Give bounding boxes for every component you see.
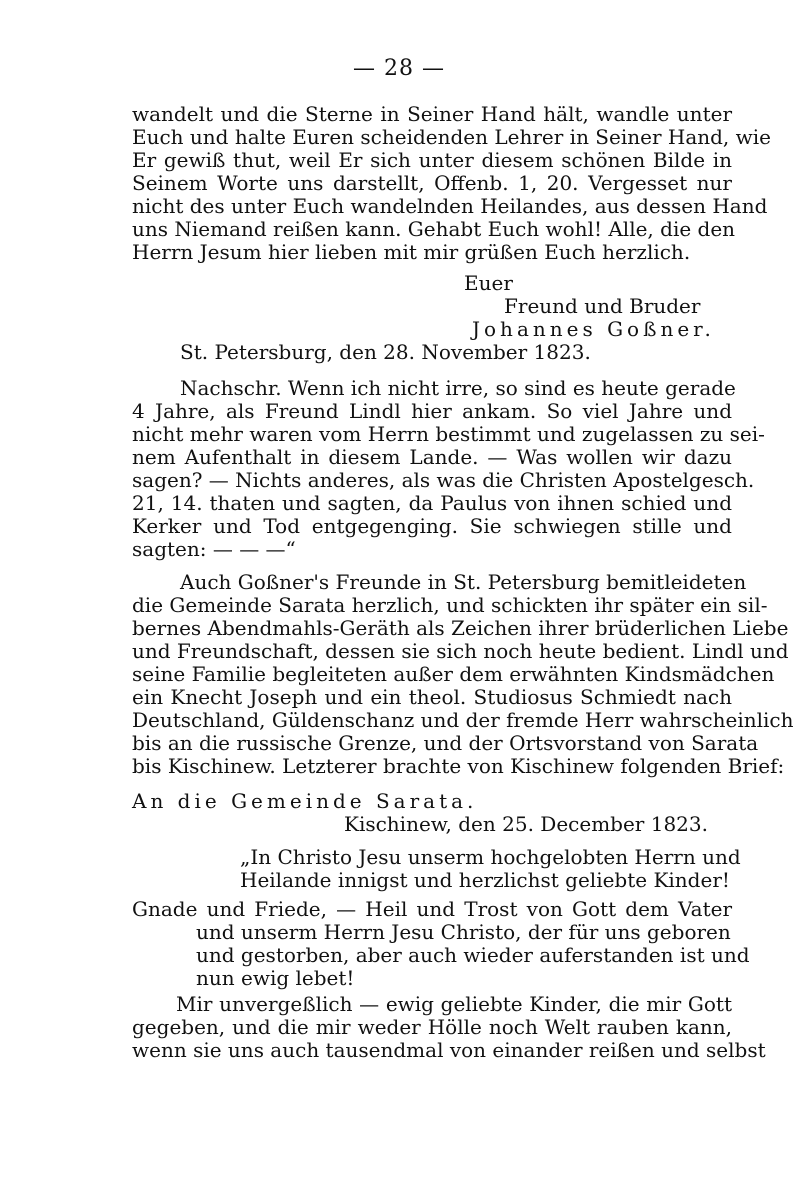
letter-place-date: Kischinew, den 25. December 1823. <box>344 812 708 836</box>
text-line: gegeben, und die mir weder Hölle noch Welt rauben kann, <box>132 1015 732 1039</box>
text-line: wenn sie uns auch tausendmal von einander reißen und selbst <box>132 1038 766 1062</box>
narrative-block <box>132 570 794 778</box>
text-line: ein Knecht Joseph und ein theol. Studiosus Schmiedt nach <box>132 685 732 709</box>
text-line: die Gemeinde Sarata herzlich, und schickten ihr später ein sil- <box>132 593 768 617</box>
text-line: Heilande innigst und herzlichst geliebte Kinder! <box>240 868 730 892</box>
text-line: „In Christo Jesu unserm hochgelobten Herrn und <box>240 845 741 869</box>
text-line: bis Kischinew. Letzterer brachte von Kischinew folgenden Brief: <box>132 754 785 778</box>
text-line: nicht mehr waren vom Herrn bestimmt und zugelassen zu sei- <box>132 422 765 446</box>
text-line: uns Niemand reißen kann. Gehabt Euch wohl! Alle, die den <box>132 217 736 241</box>
text-line: nem Aufenthalt in diesem Lande. — Was wollen wir dazu <box>132 445 732 469</box>
text-line: bernes Abendmahls-Geräth als Zeichen ihrer brüderlichen Liebe <box>132 616 789 640</box>
letter-blessing-cont <box>196 920 750 990</box>
letter-closing-paragraph <box>132 992 766 1062</box>
text-line: Seinem Worte uns darstellt, Offenb. 1, 20. Vergesset nur <box>132 171 732 195</box>
place-date: St. Petersburg, den 28. November 1823. <box>180 340 591 364</box>
letter-blessing <box>132 898 732 921</box>
letter-heading <box>132 790 732 836</box>
text-line: und unserm Herrn Jesu Christo, der für uns geboren <box>196 920 731 944</box>
closing-euer: Euer <box>464 271 513 295</box>
text-line: sagten: — — —“ <box>132 537 296 561</box>
text-line: und gestorben, aber auch wieder auferstanden ist und <box>196 943 750 967</box>
text-line: 21, 14. thaten und sagten, da Paulus von ihnen schied und <box>132 491 732 515</box>
text-line: und Freundschaft, dessen sie sich noch heute bedient. Lindl und <box>132 639 789 663</box>
letter-greeting <box>240 845 741 892</box>
text-line: Mir unvergeßlich — ewig geliebte Kinder, die mir Gott <box>176 992 732 1016</box>
letter-ending-block <box>132 102 771 264</box>
letter-address: An die Gemeinde Sarata. <box>132 789 478 813</box>
text-line: Er gewiß thut, weil Er sich unter diesem schönen Bilde in <box>132 148 732 172</box>
text-line: Kerker und Tod entgegenging. Sie schwiegen stille und <box>132 514 732 538</box>
closing-signature: Johannes Goßner. <box>472 317 715 341</box>
text-line: nicht des unter Euch wandelnden Heilandes, aus dessen Hand <box>132 194 768 218</box>
page-number: — 28 — <box>353 56 445 81</box>
text-line: wandelt und die Sterne in Seiner Hand hält, wandle unter <box>132 102 732 126</box>
text-line: 4 Jahre, als Freund Lindl hier ankam. So viel Jahre und <box>132 399 732 423</box>
closing-friend: Freund und Bruder <box>504 294 701 318</box>
text-line: sagen? — Nichts anderes, als was die Christen Apostelgesch. <box>132 468 755 492</box>
text-line: Herrn Jesum hier lieben mit mir grüßen Euch herzlich. <box>132 240 691 264</box>
postscript-block <box>132 376 765 561</box>
text-line: nun ewig lebet! <box>196 966 355 990</box>
text-line: Euch und halte Euren scheidenden Lehrer in Seiner Hand, wie <box>132 125 771 149</box>
text-line: bis an die russische Grenze, und der Ortsvorstand von Sarata <box>132 731 759 755</box>
text-line: Auch Goßner's Freunde in St. Petersburg bemitleideten <box>180 570 747 594</box>
text-line: Deutschland, Güldenschanz und der fremde Herr wahrscheinlich <box>132 708 794 732</box>
text-line: Nachschr. Wenn ich nicht irre, so sind es heute gerade <box>180 376 736 400</box>
signature-block <box>132 272 732 364</box>
text-line: seine Familie begleiteten außer dem erwähnten Kindsmädchen <box>132 662 775 686</box>
text-line: Gnade und Friede, — Heil und Trost von Gott dem Vater <box>132 897 732 921</box>
